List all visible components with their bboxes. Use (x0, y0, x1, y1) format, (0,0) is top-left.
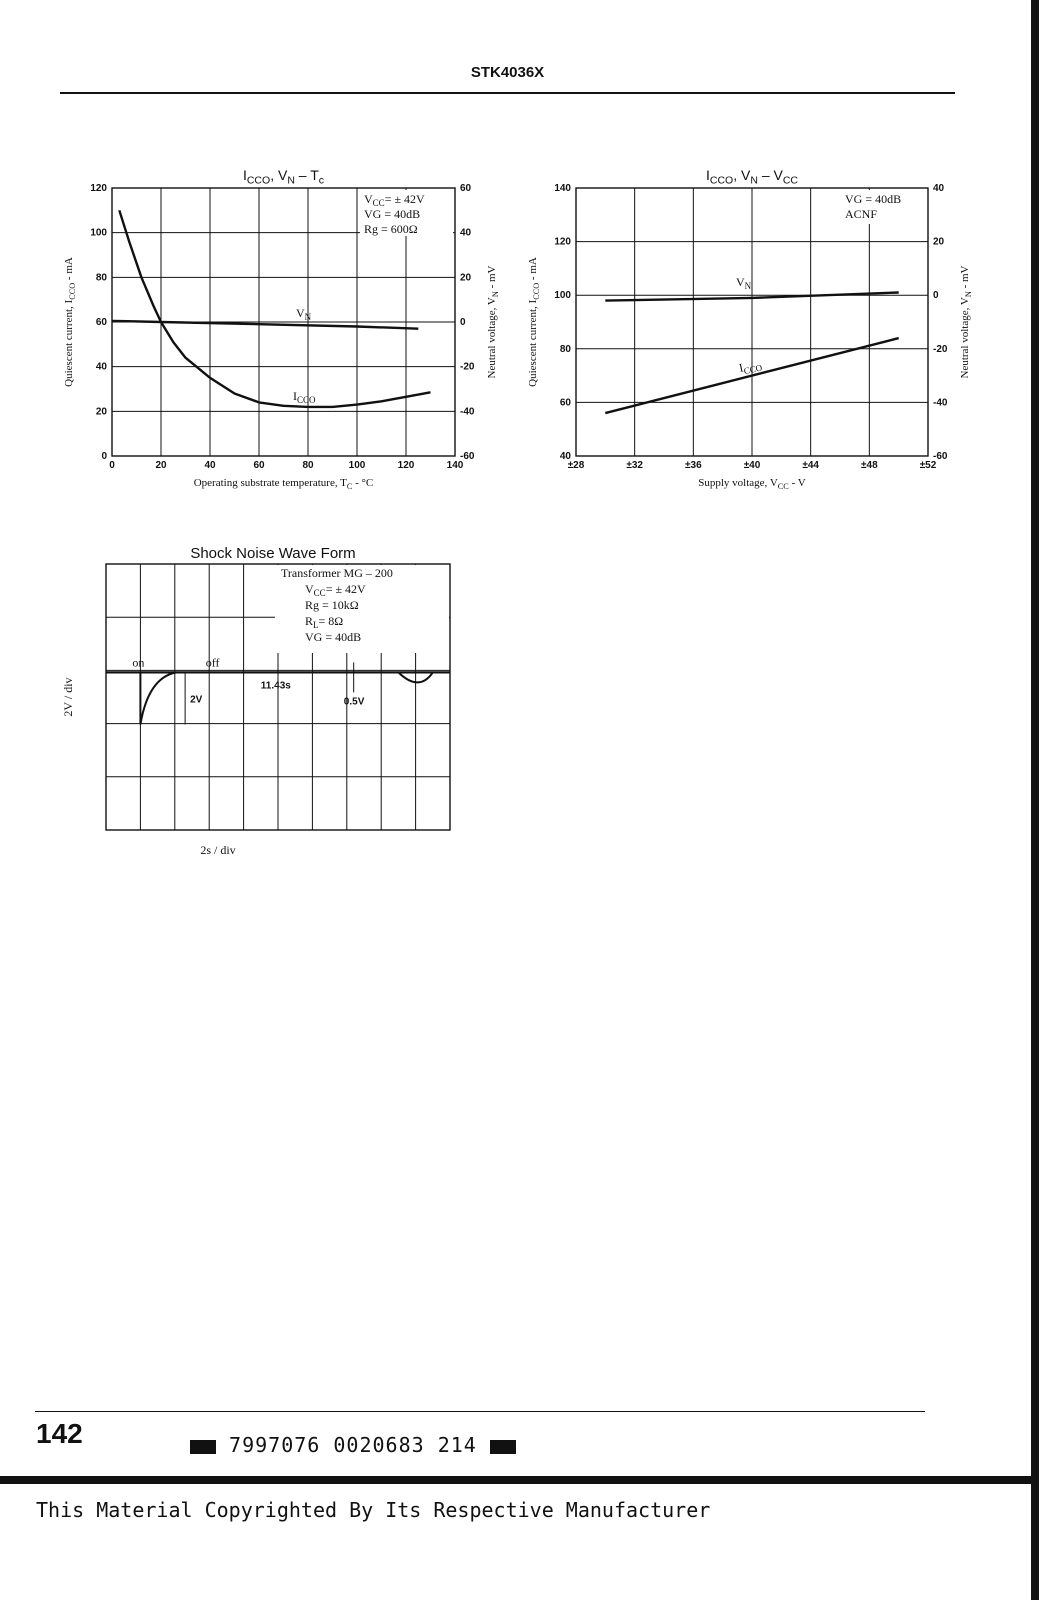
y-left-tick-label: 100 (554, 290, 571, 302)
x-tick-label: 100 (348, 460, 366, 471)
x-tick-label: 120 (397, 460, 415, 471)
page-number: 142 (36, 1418, 83, 1449)
condition-text: VG = 40dB (305, 630, 362, 644)
y-left-tick-label: 0 (101, 451, 107, 462)
annotation-2v: 2V (190, 694, 203, 706)
y-left-tick-label: 140 (554, 183, 571, 194)
y-right-tick-label: 0 (933, 290, 939, 302)
chart-icco-vn-vs-vcc (510, 150, 1030, 510)
y-right-tick-label: -40 (933, 397, 948, 409)
y-right-tick-label: 20 (933, 236, 945, 248)
annotation-off: off (205, 655, 220, 670)
y-right-tick-label: 20 (460, 272, 472, 284)
series-label-icco: $I_{CCO}$ (293, 389, 316, 405)
x-tick-label: 40 (204, 460, 216, 471)
barcode-left-block (190, 1440, 216, 1454)
x-tick-label: ±36 (685, 460, 702, 471)
y-left-tick-label: 80 (95, 272, 107, 284)
y-left-tick-label: 20 (95, 406, 107, 418)
series-label-vn: $V_N$ (736, 275, 752, 291)
chart-title: $I_{CCO}$, $V_N - V_{CC}$ (705, 167, 799, 187)
y-right-tick-label: -20 (460, 361, 475, 373)
bottom-band (0, 1476, 1039, 1484)
y-left-tick-label: 40 (559, 451, 571, 462)
y-left-tick-label: 60 (559, 397, 571, 409)
x-axis-label: Supply voltage, $V_{CC}$ - V (698, 477, 806, 491)
y-axis-label: 2V / div (61, 677, 75, 717)
x-axis-label: 2s / div (200, 843, 236, 857)
y-left-tick-label: 120 (554, 236, 571, 248)
y-right-tick-label: -40 (460, 406, 475, 418)
right-scan-edge (1031, 0, 1039, 1600)
waveform-on-transient (140, 672, 176, 724)
x-tick-label: 80 (302, 460, 314, 471)
y-right-axis-label: Neutral voltage, $V_N$ - mV (486, 265, 500, 379)
chart-title: Shock Noise Wave Form (190, 545, 356, 562)
series-label-icco: $I_{CCO}$ (737, 360, 764, 377)
y-left-axis-label: Quiescent current, $I_{CCO}$ - mA (527, 257, 541, 387)
x-tick-label: 0 (109, 460, 115, 471)
footer-rule (35, 1411, 925, 1412)
x-tick-label: ±52 (919, 460, 937, 471)
condition-text: Transformer MG – 200 (281, 566, 393, 580)
barcode (190, 1433, 516, 1457)
y-right-axis-label: Neutral voltage, $V_N$ - mV (959, 265, 973, 379)
y-left-tick-label: 60 (95, 317, 107, 328)
y-left-tick-label: 80 (559, 343, 571, 355)
x-tick-label: ±44 (802, 460, 819, 471)
barcode-right-block (490, 1440, 516, 1454)
barcode-number: 7997076 0020683 214 (229, 1433, 477, 1457)
y-right-tick-label: -60 (933, 451, 948, 462)
chart-icco-vn-vs-tc (0, 150, 520, 510)
x-tick-label: ±28 (567, 460, 585, 471)
annotation-0-5v: 0.5V (343, 696, 365, 708)
condition-text: ACNF (845, 207, 878, 221)
x-tick-label: ±40 (743, 460, 761, 471)
condition-text: VG = 40dB (845, 192, 902, 206)
condition-text: $V_{CC}= \pm 42V$ (364, 192, 425, 208)
condition-text: Rg = 10kΩ (305, 598, 359, 612)
series-line-icco (119, 210, 430, 407)
page-header-part-number: STK4036X (470, 64, 545, 81)
copyright-notice: This Material Copyrighted By Its Respective Manufacturer (36, 1498, 711, 1522)
annotation-on: on (132, 655, 145, 670)
x-tick-label: ±48 (861, 460, 878, 471)
x-axis-label: Operating substrate temperature, $T_C - ^\circ C$ (193, 477, 374, 491)
condition-text: $V_{CC}= \pm 42V$ (305, 582, 366, 598)
y-right-tick-label: 0 (460, 317, 466, 328)
y-right-tick-label: -20 (933, 343, 948, 355)
series-label-vn: $V_N$ (296, 306, 312, 322)
condition-text: $R_L= 8\Omega$ (305, 614, 344, 630)
header-rule (60, 92, 955, 94)
x-tick-label: ±32 (626, 460, 643, 471)
chart-shock-noise-wave-form (40, 530, 480, 870)
x-tick-label: 20 (155, 460, 167, 471)
chart-title: $I_{CCO}$, $V_N - T_c$ (242, 167, 325, 187)
y-left-tick-label: 40 (95, 361, 107, 373)
y-left-tick-label: 100 (90, 227, 107, 239)
condition-text: VG = 40dB (364, 207, 421, 221)
condition-text: Rg = 600Ω (364, 222, 418, 236)
y-right-tick-label: 60 (460, 183, 472, 194)
y-left-axis-label: Quiescent current, $I_{CCO}$ - mA (63, 257, 77, 387)
annotation-time: 11.43s (260, 680, 291, 692)
y-right-tick-label: 40 (933, 183, 945, 194)
x-tick-label: 140 (446, 460, 464, 471)
y-right-tick-label: 40 (460, 227, 472, 239)
y-right-tick-label: -60 (460, 451, 475, 462)
x-tick-label: 60 (253, 460, 265, 471)
y-left-tick-label: 120 (90, 183, 107, 194)
